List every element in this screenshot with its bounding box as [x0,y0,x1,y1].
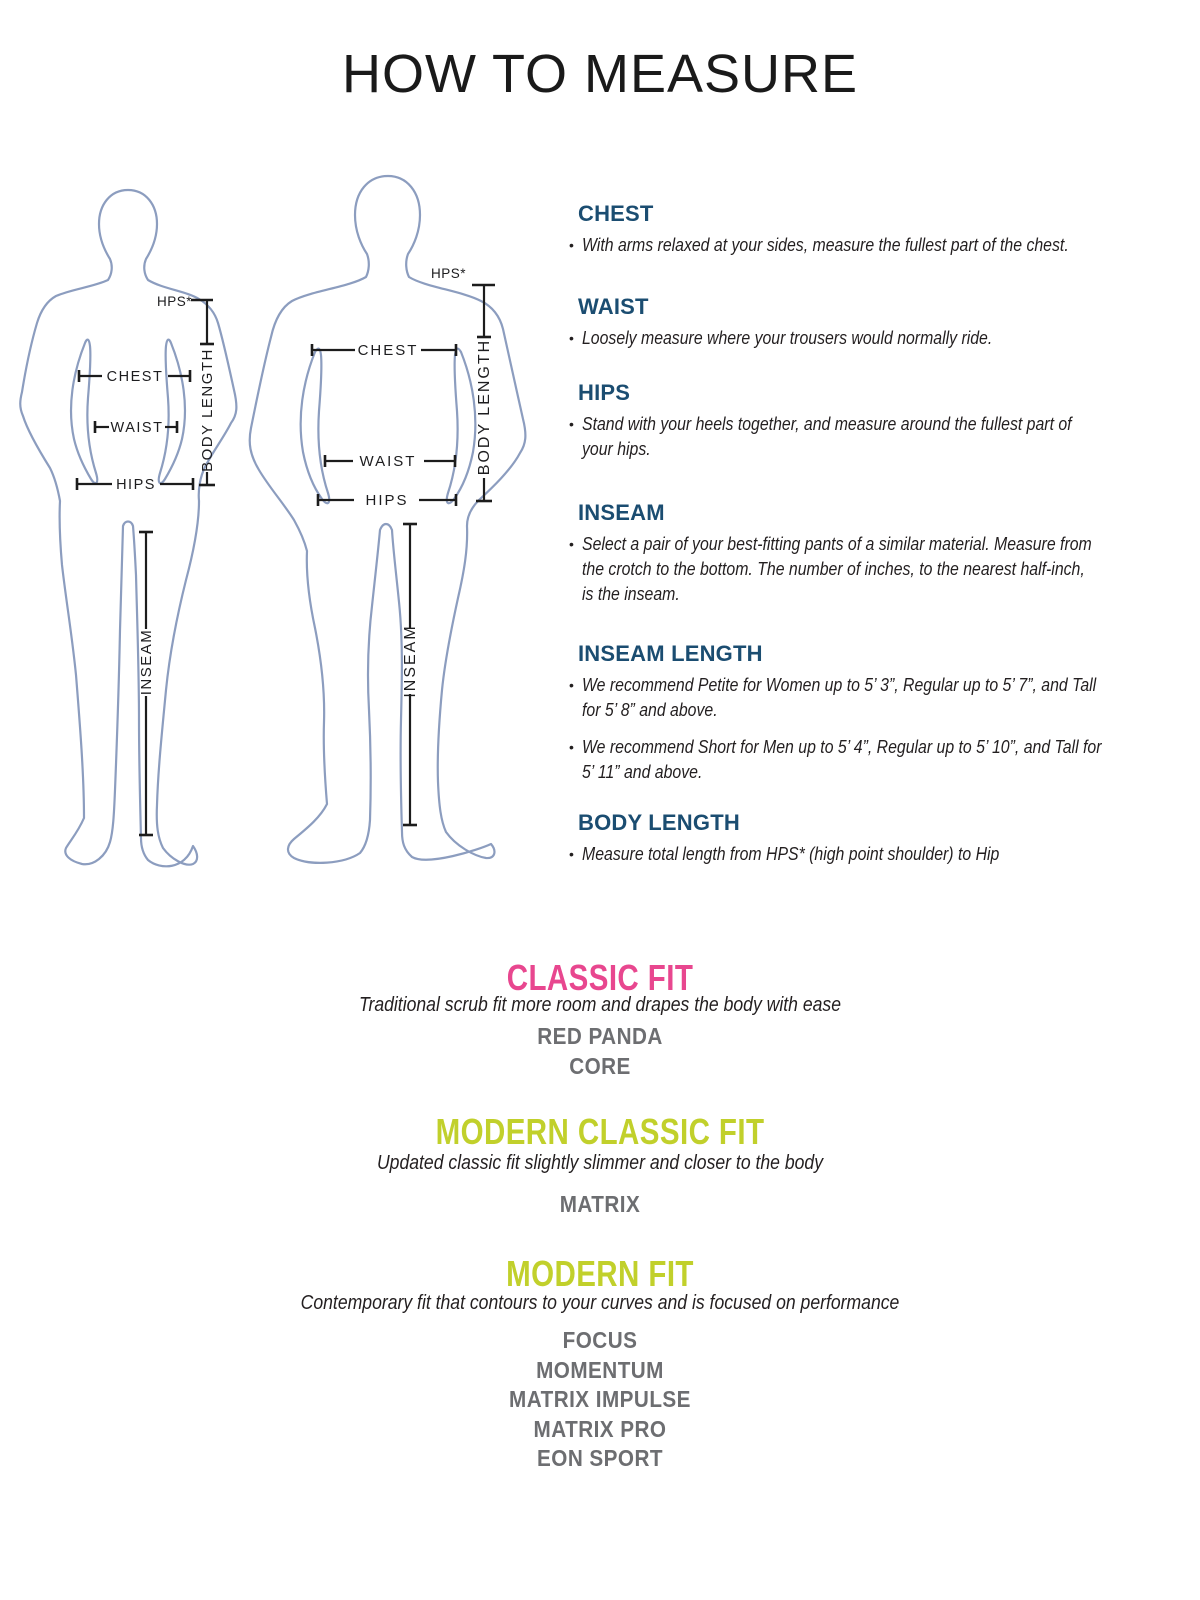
male-chest-label: CHEST [357,342,419,359]
bullet-item [569,412,1194,462]
male-left-arm-gap [301,349,330,504]
section-body-length [569,810,1194,879]
bullet-line: Measure total length from HPS* (high point shoulder) to Hip [582,844,1000,864]
female-waist-label: WAIST [110,420,164,436]
product-name: EON SPORT [537,1445,663,1471]
fit-name: MODERN FIT [506,1253,694,1294]
section-hips [569,380,1194,474]
section-heading: INSEAM [578,500,665,525]
male-right-arm-gap [447,349,476,504]
female-right-arm-gap [159,340,185,484]
section-inseam [569,500,1194,619]
bullet-line: the crotch to the bottom. The number of inches, to the nearest half-inch, [582,559,1085,579]
classic-fit-tagline [0,992,1200,1018]
bullet-line: 5’ 11” and above. [582,762,703,782]
bullet-line: We recommend Petite for Women up to 5’ 3”, Regular up to 5’ 7”, and Tall [582,675,1097,695]
modern-fit-tagline [0,1290,1200,1316]
product-name: FOCUS [562,1327,638,1353]
bullet-line: for 5’ 8” and above. [582,700,718,720]
fit-tagline: Updated classic fit slightly slimmer and closer to the body [376,1152,824,1174]
male-hps-label: HPS* [431,266,467,281]
bullet-icon: • [569,677,574,693]
bullet-item [569,735,1194,785]
bullet-icon: • [569,536,574,552]
female-hps-label: HPS* [157,294,193,309]
female-hips-label: HIPS [116,477,156,493]
male-figure-outline [250,176,526,863]
modern-fit-title [0,1254,1200,1294]
bullet-item [569,673,1194,723]
product-name: MATRIX IMPULSE [509,1386,691,1412]
bullet-item [569,326,1194,351]
section-inseam-length [569,641,1194,797]
bullet-line: We recommend Short for Men up to 5’ 4”, Regular up to 5’ 10”, and Tall for [582,737,1102,757]
bullet-icon: • [569,739,574,755]
bullet-line: Select a pair of your best-fitting pants of a similar material. Measure from [582,534,1092,554]
product-name: RED PANDA [537,1023,663,1049]
fit-tagline: Traditional scrub fit more room and drapes the body with ease [359,994,841,1016]
bullet-icon: • [569,416,574,432]
bullet-icon: • [569,846,574,862]
section-chest [569,201,1194,270]
section-heading: BODY LENGTH [578,810,740,835]
bullet-line: Stand with your heels together, and measure around the fullest part of [582,414,1072,434]
product-name: CORE [569,1052,631,1079]
bullet-icon: • [569,237,574,253]
bullet-line: Loosely measure where your trousers would normally ride. [582,328,993,348]
modern-classic-fit-products [0,1190,1200,1220]
male-hips-label: HIPS [365,492,409,509]
female-bodylength-label: BODY LENGTH [199,348,216,472]
female-inseam-label: INSEAM [138,628,155,696]
section-heading: CHEST [578,201,654,226]
male-figure [250,176,526,863]
female-figure [20,190,236,866]
product-name: MATRIX [559,1191,641,1217]
section-heading: WAIST [578,294,649,319]
modern-classic-fit-title [0,1112,1200,1152]
bullet-icon: • [569,330,574,346]
female-chest-label: CHEST [106,369,164,385]
bullet-line: is the inseam. [582,584,680,604]
female-figure-outline [20,190,236,866]
bullet-line: your hips. [582,439,651,459]
product-name: MOMENTUM [536,1356,664,1383]
section-heading: HIPS [578,380,631,405]
bullet-item [569,842,1194,867]
male-waist-label: WAIST [359,453,417,470]
page-title: HOW TO MEASURE [341,44,859,104]
male-bodylength-label: BODY LENGTH [476,338,493,476]
bullet-item [569,233,1194,258]
classic-fit-products [0,1022,1200,1081]
section-heading: INSEAM LENGTH [578,641,763,666]
modern-classic-fit-tagline [0,1150,1200,1176]
modern-fit-products [0,1326,1200,1474]
fit-name: CLASSIC FIT [506,957,694,998]
male-inseam-label: INSEAM [402,624,419,698]
section-waist [569,294,1194,363]
measurement-diagram [0,160,560,880]
female-left-arm-gap [71,340,97,484]
bullet-line: With arms relaxed at your sides, measure the fullest part of the chest. [582,235,1069,255]
bullet-item [569,532,1194,607]
fit-tagline: Contemporary fit that contours to your curves and is focused on performance [300,1292,900,1314]
fit-name: MODERN CLASSIC FIT [435,1111,765,1152]
product-name: MATRIX PRO [533,1415,667,1442]
